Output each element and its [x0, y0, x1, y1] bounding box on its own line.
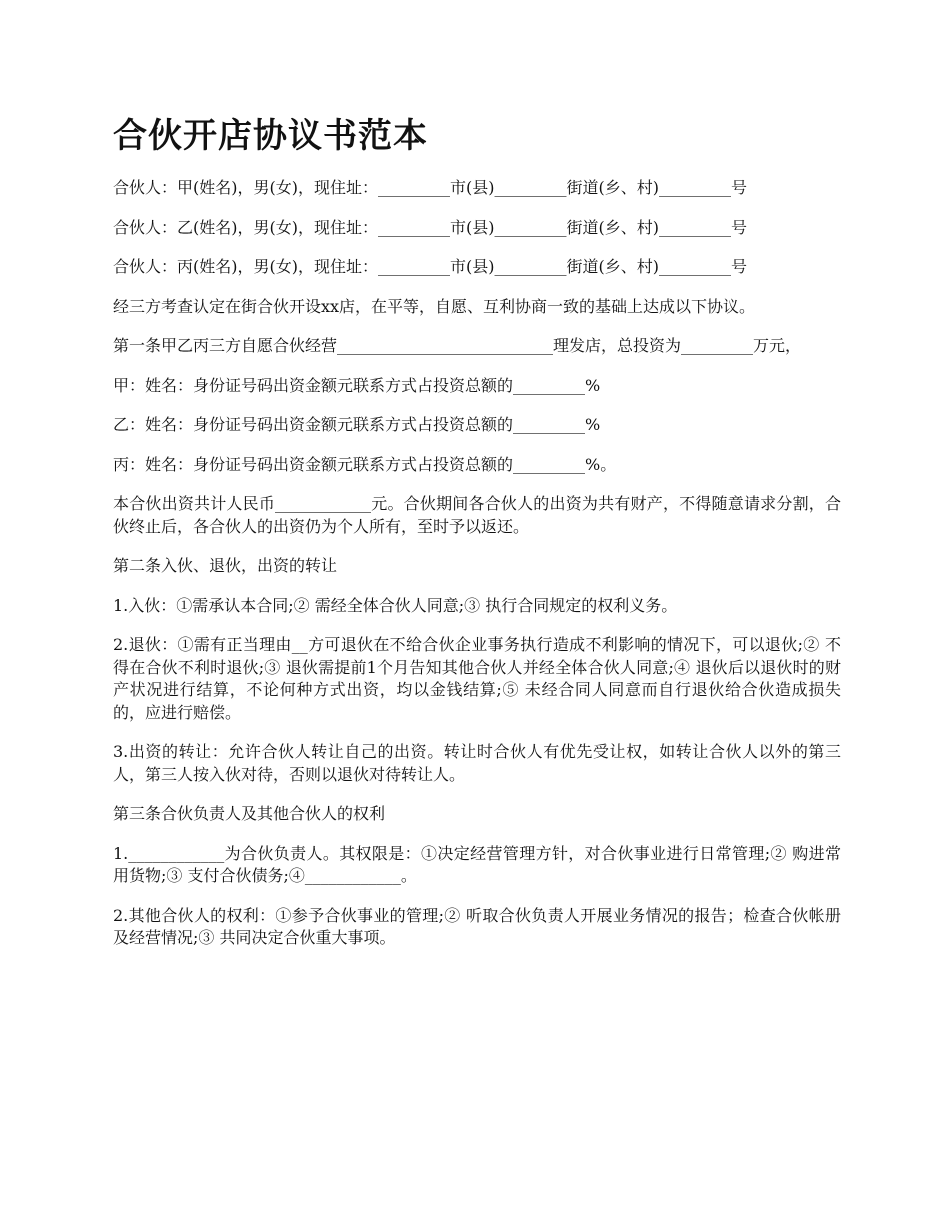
document-page [113, 112, 841, 967]
joining-clause: 1.入伙：①需承认本合同;② 需经全体合伙人同意;③ 执行合同规定的权利义务。 [113, 595, 678, 615]
manager-rights-clause: 1.____________为合伙负责人。其权限是：①决定经营管理方针，对合伙事业进行日常管理;② 购进常用货物;③ 支付合伙债务;④____________。 [113, 843, 841, 885]
partner-a-info: 合伙人：甲(姓名)，男(女)，现住址：_________市(县)_________街道(乡、村)_________号 [113, 178, 747, 197]
partner-b-info: 合伙人：乙(姓名)，男(女)，现住址：_________市(县)_________街道(乡、村)_________号 [113, 217, 747, 237]
preamble-paragraph: 经三方考查认定在街合伙开设xx店，在平等，自愿、互利协商一致的基础上达成以下协议。 [113, 296, 756, 316]
transfer-clause: 3.出资的转让：允许合伙人转让自己的出资。转让时合伙人有优先受让权，如转让合伙人以外的第三人，第三人按入伙对待，否则以退伙对待转让人。 [113, 742, 841, 784]
article-1-paragraph: 第一条甲乙丙三方自愿合伙经营___________________________理发店，总投资为_________万元， [113, 336, 802, 355]
withdrawal-clause: 2.退伙：①需有正当理由__方可退伙在不给合伙企业事务执行造成不利影响的情况下，可以退伙;② 不得在合伙不利时退伙;③ 退伙需提前1个月告知其他合伙人并经全体合伙人同意;④ 退伙后以退伙时的财产状况进行结算，不论何种方式出资，均以金钱结算;⑤ 未经合同人同意而自行退伙给合伙造成损失的，应进行赔偿。 [113, 635, 841, 722]
total-investment-paragraph: 本合伙出资共计人民币____________元。合伙期间各合伙人的出资为共有财产，不得随意请求分割，合伙终止后，各合伙人的出资仍为个人所有，至时予以返还。 [113, 494, 841, 536]
partner-a-investment: 甲：姓名：身份证号码出资金额元联系方式占投资总额的_________% [113, 375, 601, 395]
article-3-heading: 第三条合伙负责人及其他合伙人的权利 [113, 804, 386, 823]
partner-c-info: 合伙人：丙(姓名)，男(女)，现住址：_________市(县)_________街道(乡、村)_________号 [113, 257, 747, 276]
document-title: 合伙开店协议书范本 [113, 116, 428, 156]
partner-c-investment: 丙：姓名：身份证号码出资金额元联系方式占投资总额的_________%。 [113, 454, 617, 474]
other-partners-rights-clause: 2.其他合伙人的权利：①参予合伙事业的管理;② 听取合伙负责人开展业务情况的报告；检查合伙帐册及经营情况;③ 共同决定合伙重大事项。 [113, 905, 841, 947]
article-2-heading: 第二条入伙、退伙，出资的转让 [113, 556, 338, 575]
partner-b-investment: 乙：姓名：身份证号码出资金额元联系方式占投资总额的_________% [113, 415, 601, 434]
